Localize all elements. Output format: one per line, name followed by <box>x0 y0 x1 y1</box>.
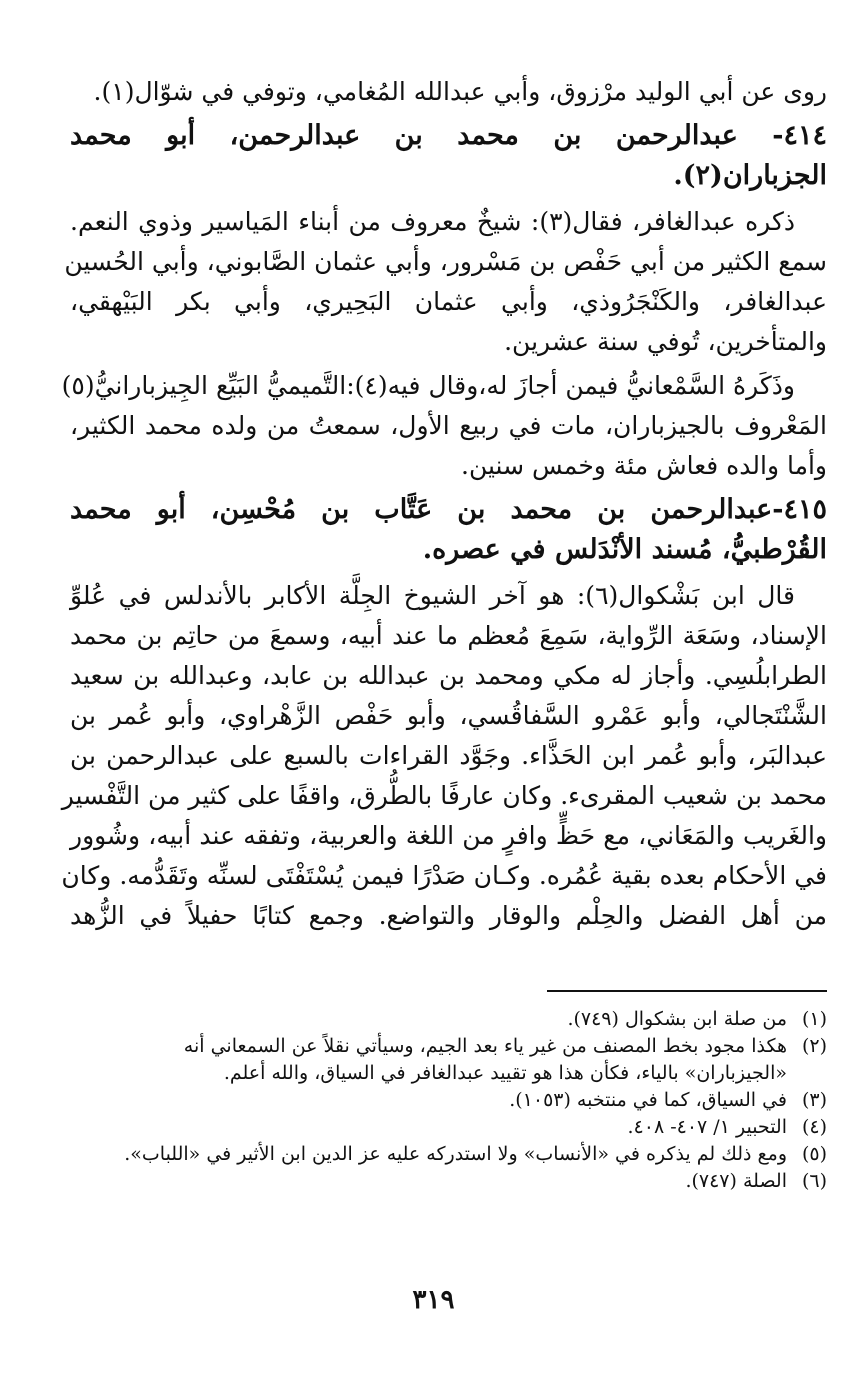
footnote-line: الصلة (٧٤٧). <box>685 1170 787 1192</box>
heading-line: ٤١٥-عبدالرحمن بن محمد بن عَتَّاب بن مُحْسِن، أبو محمد <box>70 494 827 525</box>
text-line: سمع الكثير من أبي حَفْص بن مَسْرور، وأبي عثمان الصَّابوني، وأبي الحُسين <box>64 247 827 276</box>
heading-line: القُرْطبيُّ، مُسند الأنْدَلس في عصره. <box>422 534 827 565</box>
footnote-number: (٤) <box>801 1116 827 1138</box>
paragraph-entry-414-samani <box>61 366 827 486</box>
text-line: في الأحكام بعده بقية عُمُره. وكـان صَدْرًا فيمن يُسْتَفْتَى لسنِّه وتَقَدُّمه. وكان <box>61 861 827 890</box>
entry-heading-414 <box>70 116 827 196</box>
footnote-line: هكذا مجود بخط المصنف من غير ياء بعد الجيم، وسيأتي نقلاً عن السمعاني أنه <box>183 1035 787 1057</box>
footnote-item <box>70 1168 827 1195</box>
footnote-number: (٦) <box>801 1170 827 1192</box>
footnote-text <box>70 1141 787 1168</box>
footnote-item <box>70 1087 827 1114</box>
paragraph-entry-414-biography <box>64 202 827 362</box>
footnote-text <box>70 1087 787 1114</box>
footnote-line: التحبير ١/ ٤٠٧- ٤٠٨. <box>627 1116 787 1138</box>
text-line: عبدالبَر، وأبو عُمر ابن الحَذَّاء. وجَوَّد القراءات بالسبع على عبدالرحمن بن <box>70 741 827 770</box>
text-line: الطرابلُسِي. وأجاز له مكي ومحمد بن عبدالله بن عابد، وعبدالله بن سعيد <box>70 661 827 690</box>
text-line: الإسناد، وسَعَة الرِّواية، سَمِعَ مُعظم ما عند أبيه، وسمعَ من حاتِم بن محمد <box>70 621 827 650</box>
heading-line: الجزباران(٢). <box>673 160 827 191</box>
footnote-text <box>70 1168 787 1195</box>
heading-line: ٤١٤- عبدالرحمن بن محمد بن عبدالرحمن، أبو محمد <box>70 120 827 151</box>
text-line: والمتأخرين، تُوفي سنة عشرين. <box>504 327 827 356</box>
text-line: الشَّنْتَجالي، وأبو عَمْرو السَّفاقُسي، وأبو حَفْص الزَّهْراوي، وأبو عُمر بن <box>70 701 827 730</box>
footnote-number: (٥) <box>801 1143 827 1165</box>
footnote-text <box>70 1114 787 1141</box>
text-line: والغَريب والمَعَاني، مع حَظٍّ وافرٍ من اللغة والعربية، وتفقه عند أبيه، وشُوور <box>70 821 827 850</box>
footnote-item <box>70 1033 827 1087</box>
page-number: ٣١٩ <box>412 1285 455 1315</box>
text-line: وأما والده فعاش مئة وخمس سنين. <box>461 451 827 480</box>
footnote-text <box>70 1033 787 1087</box>
paragraph-entry-415-biography <box>61 576 827 936</box>
text-line: روى عن أبي الوليد مرْزوق، وأبي عبدالله المُغامي، وتوفي في شوّال(١). <box>93 77 827 106</box>
footnote-number: (٣) <box>801 1089 827 1111</box>
entry-heading-415 <box>70 490 827 570</box>
footnotes <box>70 1006 827 1195</box>
footnote-item <box>70 1114 827 1141</box>
text-line: من أهل الفضل والحِلْم والوقار والتواضع. وجمع كتابًا حفيلاً في الزُّهد <box>70 901 827 930</box>
text-line: وذَكَرهُ السَّمْعانيُّ فيمن أجازَ له،وقال فيه(٤):التَّميميُّ البَيِّع الجِيزبارانيُّ(٥) <box>61 371 795 400</box>
footnote-line: «الجيزباران» بالياء، فكأن هذا هو تقييد عبدالغافر في السياق، والله أعلم. <box>223 1062 787 1084</box>
text-line: المَعْروف بالجيزباران، مات في ربيع الأول، سمعتُ من ولده محمد الكثير، <box>70 411 827 440</box>
footnote-line: من صلة ابن بشكوال (٧٤٩). <box>567 1008 787 1030</box>
footnote-item <box>70 1006 827 1033</box>
footnote-line: ومع ذلك لم يذكره في «الأنساب» ولا استدركه عليه عز الدين ابن الأثير في «اللباب». <box>124 1143 787 1165</box>
paragraph-end-previous-entry <box>70 72 827 112</box>
text-line: عبدالغافر، والكَنْجَرُوذي، وأبي عثمان البَحِيري، وأبي بكر البَيْهقي، <box>70 287 827 316</box>
text-line: محمد بن شعيب المقرىء. وكان عارفًا بالطُّرق، واقفًا على كثير من التَّفْسير <box>61 781 827 810</box>
footnote-number: (٢) <box>801 1035 827 1057</box>
footnote-number: (١) <box>801 1008 827 1030</box>
footnote-line: في السياق، كما في منتخبه (١٠٥٣). <box>509 1089 787 1111</box>
footnote-item <box>70 1141 827 1168</box>
footnote-text <box>70 1006 787 1033</box>
footnote-separator <box>547 990 827 992</box>
text-line: ذكره عبدالغافر، فقال(٣): شيخٌ معروف من أبناء المَياسير وذوي النعم. <box>70 207 795 236</box>
text-line: قال ابن بَشْكوال(٦): هو آخر الشيوخ الجِلَّة الأكابر بالأندلس في عُلوِّ <box>70 581 796 610</box>
